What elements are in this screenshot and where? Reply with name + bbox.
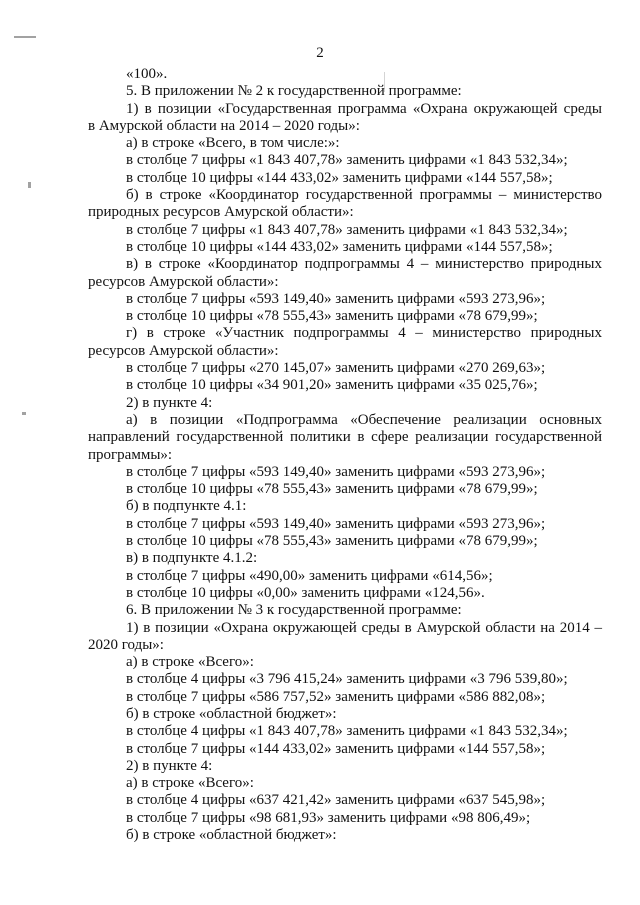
text-line: в столбце 10 цифры «34 901,20» заменить цифрами «35 025,76»;	[126, 377, 538, 394]
text-line: в столбце 10 цифры «78 555,43» заменить цифрами «78 679,99»;	[126, 308, 538, 325]
text-line: б) в строке «областной бюджет»:	[126, 705, 337, 722]
text-line: в) в подпункте 4.1.2:	[126, 550, 258, 567]
text-line: в) в строке «Координатор подпрограммы 4 – министерство природных	[126, 256, 602, 273]
text-line: 2020 годы»:	[88, 636, 164, 653]
body-text	[88, 66, 602, 844]
text-line: в столбце 4 цифры «3 796 415,24» заменить цифрами «3 796 539,80»;	[126, 671, 568, 688]
text-line: а) в строке «Всего»:	[126, 654, 254, 671]
scan-artifact	[22, 412, 26, 415]
text-line: в столбце 7 цифры «586 757,52» заменить цифрами «586 882,08»;	[126, 688, 546, 705]
text-line: в столбце 7 цифры «593 149,40» заменить цифрами «593 273,96»;	[126, 463, 546, 480]
scan-artifact	[14, 36, 36, 38]
text-line: ресурсов Амурской области»:	[88, 273, 279, 290]
text-line: б) в подпункте 4.1:	[126, 498, 247, 515]
text-line: 1) в позиции «Охрана окружающей среды в Амурской области на 2014 –	[126, 619, 602, 636]
page-number: 2	[316, 45, 324, 61]
scan-artifact	[28, 182, 31, 188]
text-line: а) в строке «Всего»:	[126, 775, 254, 792]
text-line: «100».	[126, 66, 168, 82]
text-line: в Амурской области на 2014 – 2020 годы»:	[88, 117, 360, 134]
text-line: 5. В приложении № 2 к государственной программе:	[126, 83, 462, 100]
text-line: в столбце 7 цифры «593 149,40» заменить цифрами «593 273,96»;	[126, 515, 546, 532]
text-line: ресурсов Амурской области»:	[88, 342, 279, 359]
text-line: 2) в пункте 4:	[126, 757, 213, 774]
text-line: г) в строке «Участник подпрограммы 4 – министерство природных	[126, 325, 602, 342]
text-line: б) в строке «Координатор государственной программы – министерство	[126, 187, 602, 204]
text-line: природных ресурсов Амурской области»:	[88, 204, 354, 221]
text-line: направлений государственной политики в сфере реализации государственной	[88, 429, 602, 446]
text-line: 1) в позиции «Государственная программа «Охрана окружающей среды	[126, 100, 602, 117]
text-line: в столбце 10 цифры «78 555,43» заменить цифрами «78 679,99»;	[126, 481, 538, 498]
text-line: в столбце 10 цифры «0,00» заменить цифрами «124,56».	[126, 584, 485, 601]
text-line: а) в строке «Всего, в том числе:»:	[126, 135, 340, 152]
text-line: в столбце 7 цифры «490,00» заменить цифрами «614,56»;	[126, 567, 493, 584]
text-line: б) в строке «областной бюджет»:	[126, 827, 337, 844]
text-line: в столбце 7 цифры «593 149,40» заменить цифрами «593 273,96»;	[126, 290, 546, 307]
text-line: в столбце 7 цифры «1 843 407,78» заменить цифрами «1 843 532,34»;	[126, 221, 568, 238]
text-line: 2) в пункте 4:	[126, 394, 213, 411]
text-line: в столбце 7 цифры «144 433,02» заменить цифрами «144 557,58»;	[126, 740, 546, 757]
text-line: а) в позиции «Подпрограмма «Обеспечение реализации основных	[126, 411, 602, 428]
text-line: в столбце 7 цифры «98 681,93» заменить цифрами «98 806,49»;	[126, 809, 531, 826]
text-line: в столбце 10 цифры «144 433,02» заменить цифрами «144 557,58»;	[126, 169, 553, 186]
text-line: в столбце 10 цифры «78 555,43» заменить цифрами «78 679,99»;	[126, 533, 538, 550]
text-line: в столбце 4 цифры «637 421,42» заменить цифрами «637 545,98»;	[126, 792, 546, 809]
text-line: в столбце 7 цифры «1 843 407,78» заменить цифрами «1 843 532,34»;	[126, 152, 568, 169]
text-line: в столбце 4 цифры «1 843 407,78» заменить цифрами «1 843 532,34»;	[126, 723, 568, 740]
text-line: 6. В приложении № 3 к государственной программе:	[126, 602, 462, 619]
text-line: в столбце 7 цифры «270 145,07» заменить цифрами «270 269,63»;	[126, 360, 546, 377]
text-line: программы»:	[88, 446, 173, 463]
text-line: в столбце 10 цифры «144 433,02» заменить цифрами «144 557,58»;	[126, 238, 553, 255]
